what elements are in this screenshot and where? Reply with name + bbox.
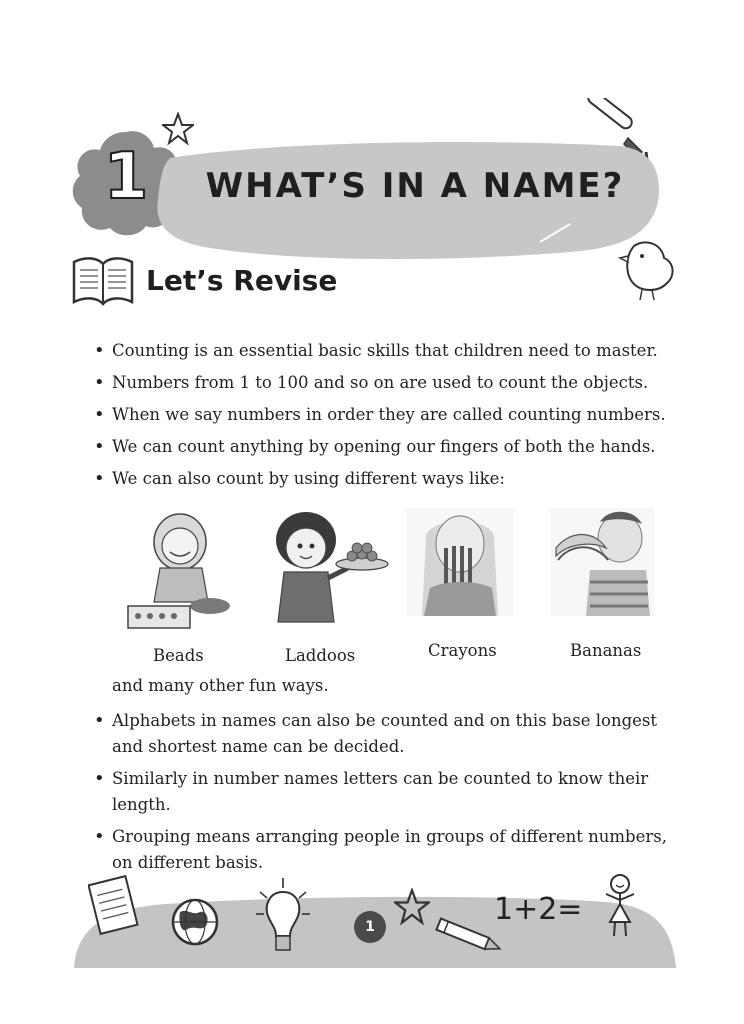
list-item: • Grouping means arranging people in groups of different numbers, on different basis.	[94, 824, 684, 876]
list-item: • Numbers from 1 to 100 and so on are used to count the objects.	[94, 370, 684, 396]
list-item: • Counting is an essential basic skills that children need to master.	[94, 338, 684, 364]
star-icon	[394, 888, 430, 926]
girl-with-beads-illustration	[124, 506, 234, 634]
continuation-text: and many other fun ways.	[112, 676, 329, 695]
globe-icon	[170, 896, 220, 948]
picture-label-laddoos: Laddoos	[285, 646, 356, 665]
stick-figure-icon	[598, 872, 642, 938]
list-item: • Similarly in number names letters can be counted to know their length.	[94, 766, 684, 818]
open-book-icon	[70, 252, 136, 310]
section-title: Let’s Revise	[146, 264, 338, 297]
girl-with-crayons-photo	[406, 508, 514, 616]
sum-text: 1+2=	[494, 892, 583, 927]
picture-label-bananas: Bananas	[570, 641, 642, 660]
list-item: • We can also count by using different ways like:	[94, 466, 684, 492]
picture-label-crayons: Crayons	[428, 641, 497, 660]
page-number: 1	[354, 911, 386, 943]
lightbulb-icon	[254, 876, 312, 966]
revision-list-continued	[94, 708, 684, 882]
bird-icon	[616, 236, 678, 302]
chapter-number: 1	[103, 140, 149, 214]
list-item: • We can count anything by opening our fingers of both the hands.	[94, 434, 684, 460]
notepad-icon	[88, 874, 140, 936]
picture-label-beads: Beads	[153, 646, 204, 665]
chapter-title: WHAT’S IN A NAME?	[205, 166, 625, 206]
boy-with-bananas-photo	[550, 508, 654, 616]
revision-list	[94, 338, 684, 492]
list-item: • Alphabets in names can also be counted and on this base longest and shortest name can be decided.	[94, 708, 684, 760]
girl-with-laddoos-illustration	[264, 508, 390, 624]
list-item: • When we say numbers in order they are called counting numbers.	[94, 402, 684, 428]
